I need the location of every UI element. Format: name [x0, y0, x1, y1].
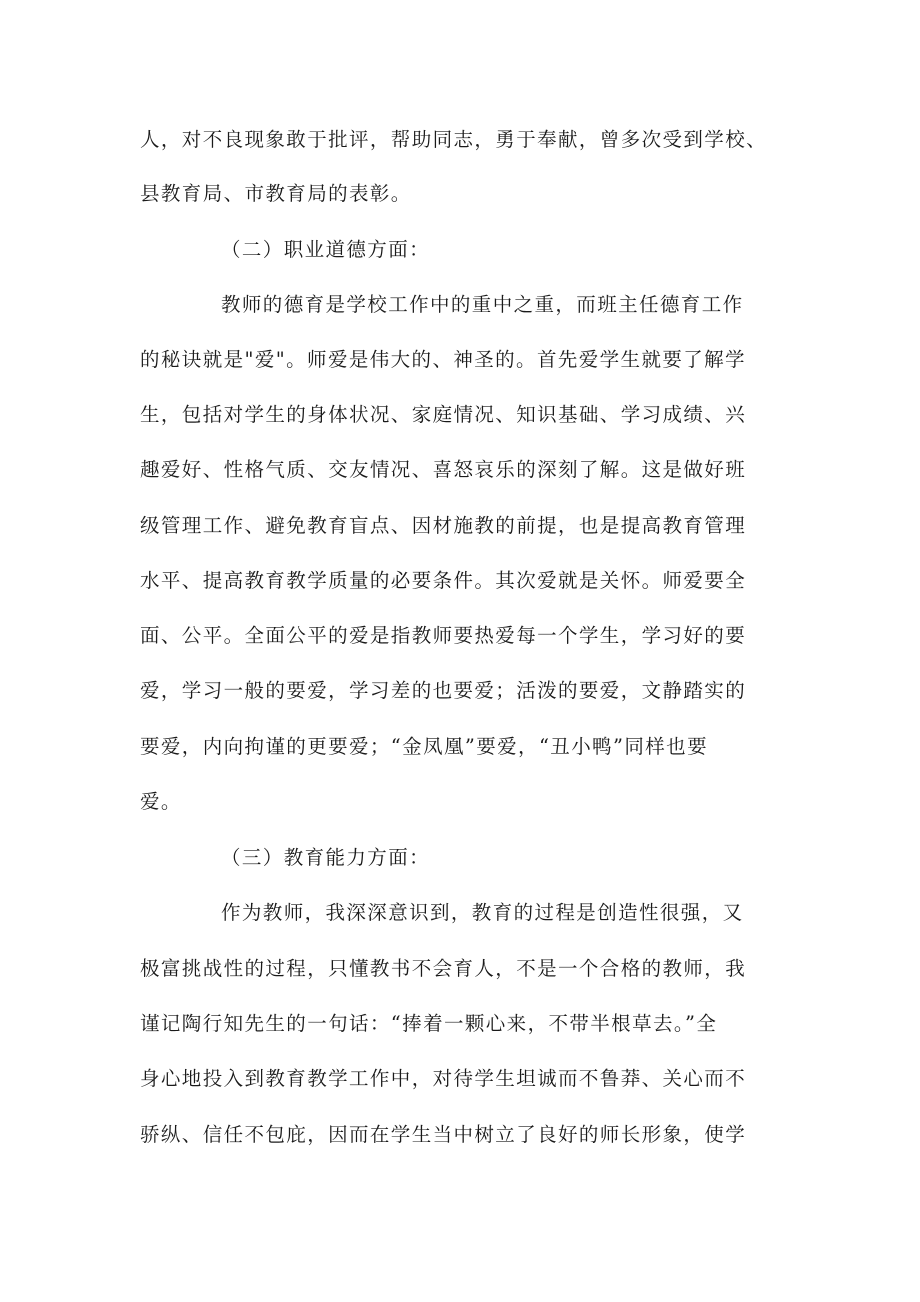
- paragraph-line: 趣爱好、性格气质、交友情况、喜怒哀乐的深刻了解。这是做好班: [140, 458, 747, 481]
- paragraph-line: 人，对不良现象敢于批评，帮助同志，勇于奉献，曾多次受到学校、: [140, 128, 768, 151]
- section-heading-teaching-ability: （三）教育能力方面：: [221, 846, 431, 869]
- paragraph-line: 爱，学习一般的要爱，学习差的也要爱；活泼的要爱，文静踏实的: [140, 679, 747, 702]
- paragraph-line: 的秘诀就是"爱"。师爱是伟大的、神圣的。首先爱学生就要了解学: [140, 348, 746, 371]
- paragraph-line: 身心地投入到教育教学工作中，对待学生坦诚而不鲁莽、关心而不: [140, 1067, 747, 1090]
- paragraph-line: 谨记陶行知先生的一句话：“捧着一颗心来，不带半根草去。”全: [140, 1012, 718, 1035]
- paragraph-line: 生，包括对学生的身体状况、家庭情况、知识基础、学习成绩、兴: [140, 403, 747, 426]
- paragraph-line: 极富挑战性的过程，只懂教书不会育人，不是一个合格的教师，我: [140, 957, 747, 980]
- paragraph-line: 水平、提高教育教学质量的必要条件。其次爱就是关怀。师爱要全: [140, 569, 747, 592]
- paragraph-line: 要爱，内向拘谨的更要爱；“金凤凰”要爱，“丑小鸭”同样也要: [140, 735, 708, 758]
- paragraph-line: 县教育局、市教育局的表彰。: [140, 182, 412, 205]
- section-heading-professional-ethics: （二）职业道德方面：: [221, 238, 431, 261]
- paragraph-line: 教师的德育是学校工作中的重中之重，而班主任德育工作: [221, 293, 744, 316]
- paragraph-line: 面、公平。全面公平的爱是指教师要热爱每一个学生，学习好的要: [140, 624, 747, 647]
- paragraph-line: 级管理工作、避免教育盲点、因材施教的前提，也是提高教育管理: [140, 514, 747, 537]
- paragraph-line: 作为教师，我深深意识到，教育的过程是创造性很强，又: [221, 901, 744, 924]
- paragraph-line: 爱。: [140, 790, 182, 813]
- paragraph-line: 骄纵、信任不包庇，因而在学生当中树立了良好的师长形象，使学: [140, 1123, 747, 1146]
